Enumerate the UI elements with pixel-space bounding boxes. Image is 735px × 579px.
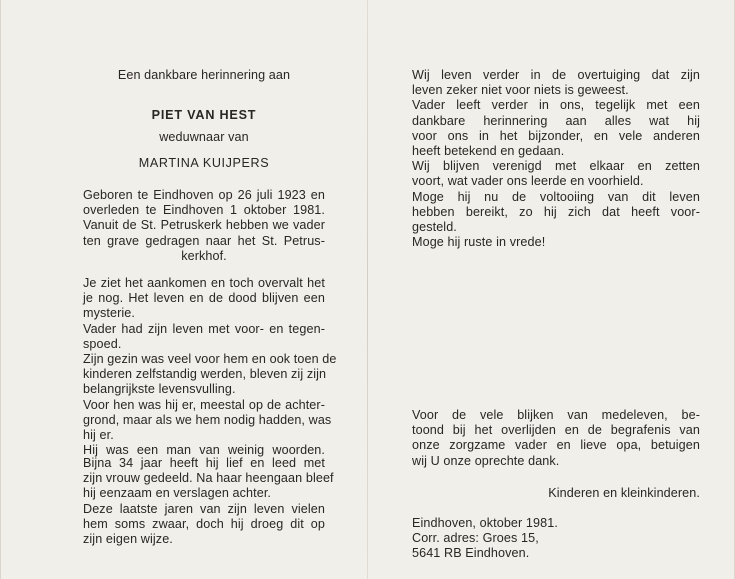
text-line: Vanuit de St. Petruskerk hebben we vader: [83, 218, 325, 233]
text-line: voor ons in het bijzonder, en vele anderen: [412, 128, 700, 143]
birth-paragraph: [83, 188, 325, 264]
text-line: mysterie.: [83, 306, 135, 321]
text-line: Deze laatste jaren van zijn leven vielen: [83, 501, 325, 516]
text-line: voort, wat vader ons leerde en voorhield.: [412, 174, 644, 189]
text-line: heeft betekend en gedaan.: [412, 144, 565, 159]
text-line: toond bij het overlijden en de begrafenis van: [412, 423, 700, 438]
signature: Kinderen en kleinkinderen.: [548, 486, 700, 500]
text-line: Wij blijven verenigd met elkaar en zetten: [412, 159, 700, 174]
text-line: Bijna 34 jaar heeft hij lief en leed met: [83, 456, 325, 470]
text-line: zijn vrouw gedeeld. Na haar heengaan bleef: [83, 471, 334, 486]
text-line: Geboren te Eindhoven op 26 juli 1923 en: [83, 188, 325, 202]
text-line: Vader had zijn leven met voor- en tegen-: [83, 321, 325, 336]
address-line: Corr. adres: Groes 15,: [412, 531, 539, 546]
text-line: dankbare herinnering aan alles wat hij: [412, 113, 700, 128]
text-line: kinderen zelfstandig werden, bleven zij zijn: [83, 367, 327, 382]
text-line: onze zorgzame vader en lieve opa, betuigen: [412, 438, 700, 453]
text-line: gesteld.: [412, 220, 457, 235]
text-line: Zijn gezin was veel voor hem en ook toen de: [83, 352, 337, 367]
text-line: grond, maar als we hem nodig hadden, was: [83, 412, 332, 427]
text-line: overleden te Eindhoven 1 oktober 1981.: [83, 203, 325, 218]
spouse-name: MARTINA KUIJPERS: [138, 156, 270, 170]
widower-line: weduwnaar van: [159, 130, 249, 144]
text-line: spoed.: [83, 336, 122, 351]
text-line: Je ziet het aankomen en toch overvalt het: [83, 276, 325, 290]
text-line: je nog. Het leven en de dood blijven een: [83, 291, 325, 306]
thanks-paragraph: [412, 408, 700, 469]
text-line: hem soms zwaar, doch hij droeg dit op: [83, 516, 325, 531]
text-line: hij er.: [83, 428, 114, 443]
text-line: Vader leeft verder in ons, tegelijk met een: [412, 98, 700, 113]
text-line: Voor de vele blijken van medeleven, be-: [412, 408, 700, 422]
text-line: ten grave gedragen naar het St. Petrus-: [83, 233, 325, 248]
date-line: Eindhoven, oktober 1981.: [412, 516, 558, 530]
faith-paragraph: [412, 68, 700, 250]
postcode-line: 5641 RB Eindhoven.: [412, 546, 530, 561]
text-line: belangrijkste levensvulling.: [83, 382, 236, 397]
deceased-name: PIET VAN HEST: [151, 108, 257, 122]
text-line: kerkhof.: [181, 248, 227, 263]
address-block: [412, 516, 700, 562]
text-line: hij eenzaam en verslagen achter.: [83, 486, 272, 501]
text-line: leven zeker niet voor niets is geweest.: [412, 83, 629, 98]
life-paragraph: [83, 276, 337, 458]
text-line: zijn eigen wijze.: [83, 532, 173, 547]
text-line: Wij leven verder in de overtuiging dat zijn: [412, 68, 700, 82]
text-line: wij U onze oprechte dank.: [412, 453, 560, 468]
intro-line: Een dankbare herinnering aan: [117, 68, 291, 82]
text-line: Moge hij ruste in vrede!: [412, 235, 546, 250]
marriage-paragraph: [83, 456, 334, 547]
text-line: hebben bereikt, zo hij zich dat heeft voor-: [412, 204, 700, 219]
card-fold: [367, 0, 368, 579]
text-line: Moge hij nu de voltooiing van dit leven: [412, 189, 700, 204]
text-line: Hij was een man van weinig woorden.: [83, 443, 325, 458]
text-line: Voor hen was hij er, meestal op de achter-: [83, 397, 325, 412]
